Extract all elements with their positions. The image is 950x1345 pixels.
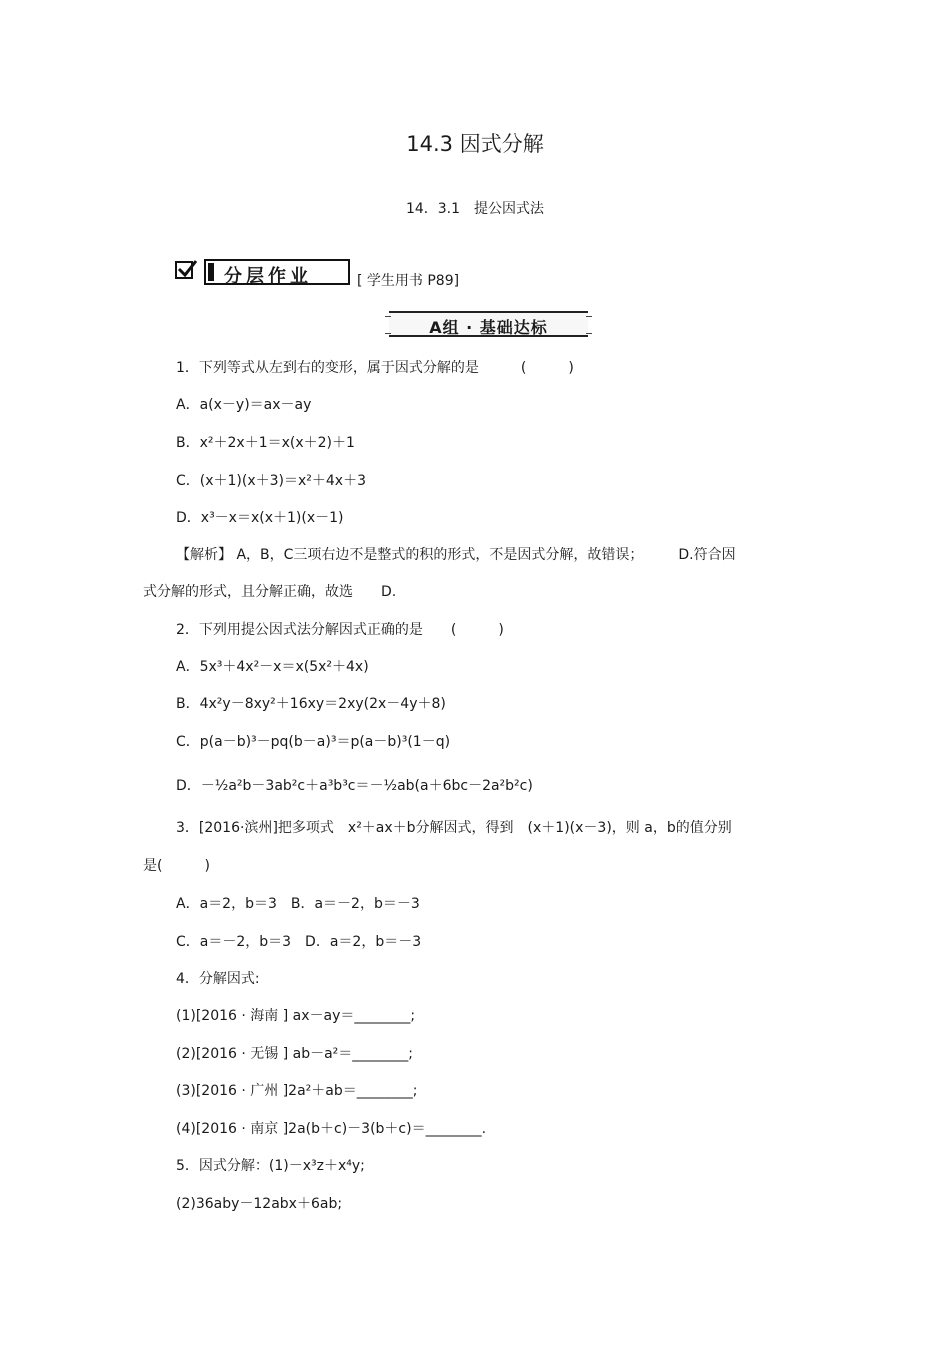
q2-option-a: A．5x³＋4x²－x＝x(5x²＋4x) (176, 659, 369, 675)
q3-options-ab: A．a＝2，b＝3 B．a＝－2，b＝－3 (176, 896, 420, 912)
q1-option-a: A．a(x－y)＝ax－ay (176, 397, 312, 413)
page-title: 14.3 因式分解 (406, 132, 544, 156)
q4-part-1: (1)[2016 · 海南 ] ax－ay＝________; (176, 1008, 416, 1024)
q1-analysis-line1: 【解析】 A，B，C三项右边不是整式的积的形式，不是因式分解，故错误； D.符合因 (176, 547, 736, 563)
q3-stem-line2: 是( ) (143, 858, 210, 874)
checkbox-icon (175, 261, 193, 279)
q1-stem: 1．下列等式从左到右的变形，属于因式分解的是 ( ) (176, 360, 574, 376)
section-subtitle: 14．3.1 提公因式法 (405, 201, 545, 217)
q1-analysis-line2: 式分解的形式，且分解正确，故选 D. (143, 584, 397, 600)
book-reference: [ 学生用书 P89] (357, 273, 460, 289)
q3-options-cd: C．a＝－2，b＝3 D．a＝2，b＝－3 (176, 934, 422, 950)
q2-option-b: B．4x²y－8xy²＋16xy＝2xy(2x－4y＋8) (176, 696, 446, 712)
q5-stem: 5．因式分解：(1)－x³z＋x⁴y; (176, 1158, 365, 1174)
q5-part-2: (2)36aby－12abx＋6ab; (176, 1196, 343, 1212)
q1-option-d: D．x³－x＝x(x＋1)(x－1) (176, 510, 344, 526)
q3-stem-line1: 3．[2016·滨州]把多项式 x²＋ax＋b分解因式，得到 (x＋1)(x－3)，则 a，b的值分别 (176, 820, 732, 836)
group-header (389, 311, 588, 337)
q2-option-c: C．p(a－b)³－pq(b－a)³＝p(a－b)³(1－q) (176, 734, 451, 750)
q4-part-4: (4)[2016 · 南京 ]2a(b＋c)－3(b＋c)＝________. (176, 1121, 487, 1137)
q1-option-c: C．(x＋1)(x＋3)＝x²＋4x＋3 (176, 473, 367, 489)
q4-stem: 4．分解因式: (176, 971, 260, 987)
q2-option-d: D．－½a²b－3ab²c＋a³b³c＝－½ab(a＋6bc－2a²b²c) (176, 778, 533, 794)
q1-option-b: B．x²＋2x＋1＝x(x＋2)＋1 (176, 435, 355, 451)
group-title: A组 · 基础达标 (429, 318, 548, 337)
q4-part-3: (3)[2016 · 广州 ]2a²＋ab＝________; (176, 1083, 418, 1099)
q4-part-2: (2)[2016 · 无锡 ] ab－a²＝________; (176, 1046, 414, 1062)
banner-label: 分层作业 (224, 266, 312, 287)
q2-stem: 2．下列用提公因式法分解因式正确的是 ( ) (176, 622, 504, 638)
homework-banner (204, 259, 350, 285)
